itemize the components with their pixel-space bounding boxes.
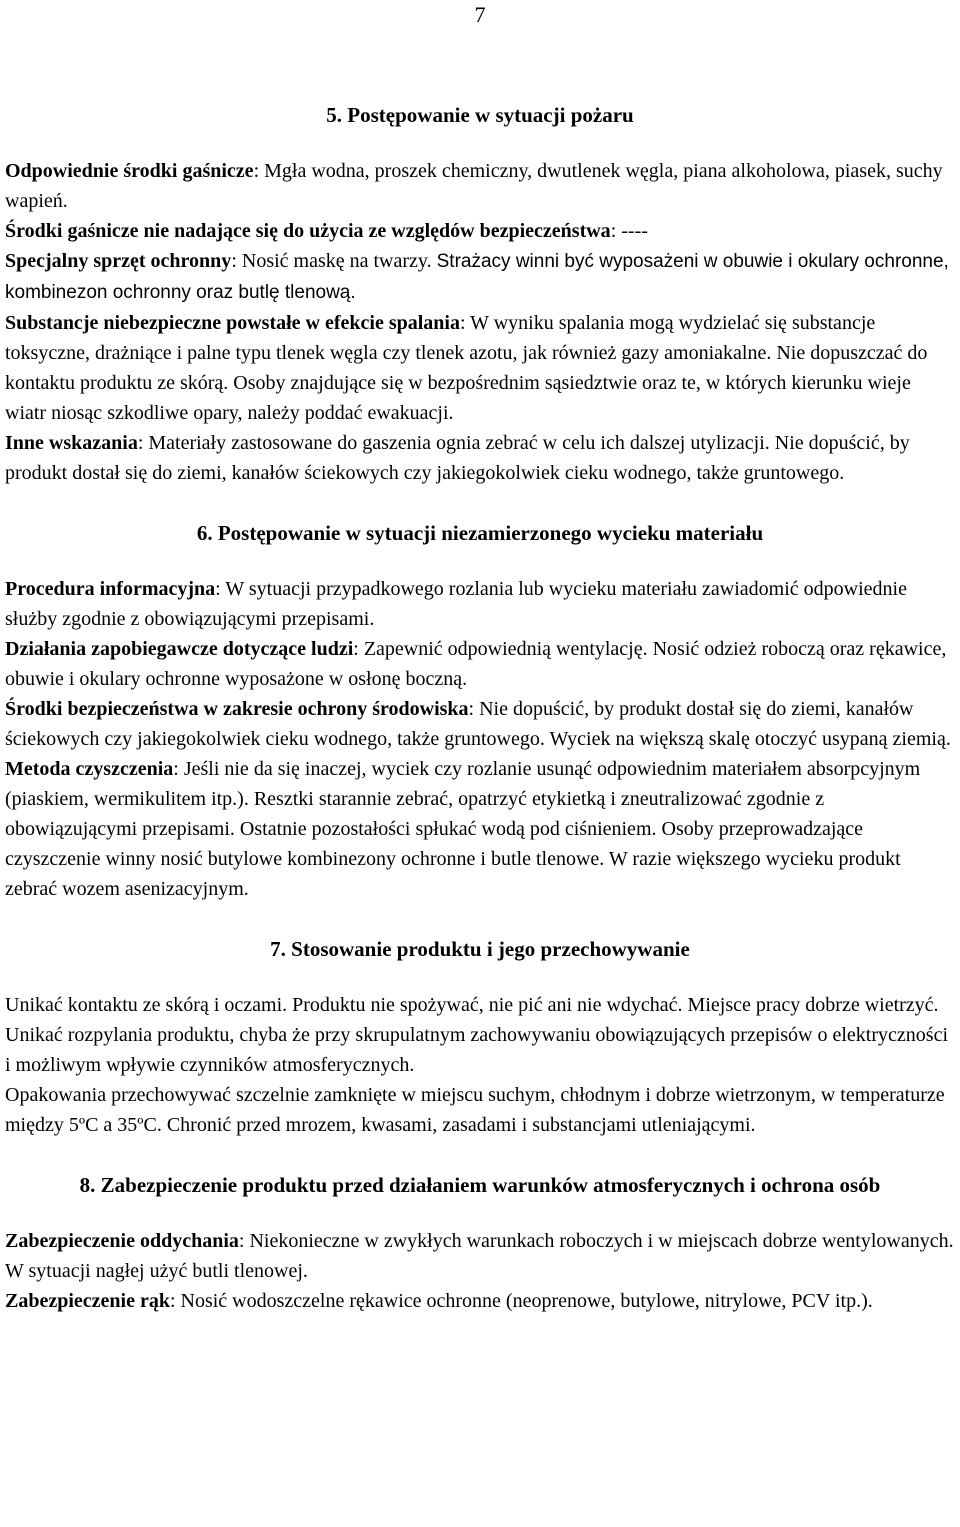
- section-6-p3-text: : Nie dopuścić, by produkt dostał się do ziemi, kanałów ściekowych czy jakiegokolwiek cieku wodnego, także gruntowego. Wyciek na większą skalę otoczyć usypaną ziemią.: [5, 698, 951, 750]
- document-content: [5, 100, 955, 1316]
- section-5-p3-sans-text: Strażacy winni być wyposażeni w obuwie i okulary ochronne, kombinezon ochronny oraz butlę tlenową.: [5, 251, 949, 303]
- section-5-p1-label: Odpowiednie środki gaśnicze: [5, 160, 254, 182]
- section-5-heading: 5. Postępowanie w sytuacji pożaru: [326, 103, 634, 127]
- section-5-hazardous-combustion: [5, 308, 955, 428]
- section-6-p1-text: : W sytuacji przypadkowego rozlania lub wycieku materiału zawiadomić odpowiednie służby zgodnie z obowiązującymi przepisami.: [5, 578, 907, 630]
- section-8-p1-text: : Niekonieczne w zwykłych warunkach roboczych i w miejscach dobrze wentylowanych. W sytuacji nagłej użyć butli tlenowej.: [5, 1230, 954, 1282]
- section-6-cleaning-method: [5, 754, 955, 904]
- section-8-p2-label: Zabezpieczenie rąk: [5, 1290, 170, 1312]
- section-8-p1-label: Zabezpieczenie oddychania: [5, 1230, 239, 1252]
- section-7-handling: Unikać kontaktu ze skórą i oczami. Produktu nie spożywać, nie pić ani nie wdychać. Miejsce pracy dobrze wietrzyć. Unikać rozpylania produktu, chyba że przy skrupulatnym zachowywaniu obowiązujących przepisów o elektryczności i możliwym wpływie czynników atmosferycznych.: [5, 994, 948, 1076]
- section-6-p3-label: Środki bezpieczeństwa w zakresie ochrony środowiska: [5, 698, 469, 720]
- section-5-extinguishing-media: [5, 156, 955, 216]
- section-5-p2-text: : ----: [610, 220, 648, 242]
- section-6-p2-text: : Zapewnić odpowiednią wentylację. Nosić odzież roboczą oraz rękawice, obuwie i okulary ochronne wyposażone w osłonę boczną.: [5, 638, 947, 690]
- section-5-unsuitable-media: [5, 216, 955, 246]
- section-5-p5-text: : Materiały zastosowane do gaszenia ognia zebrać w celu ich dalszej utylizacji. Nie dopuścić, by produkt dostał się do ziemi, kanałów ściekowych czy jakiegokolwiek cieku wodnego, także gruntowego.: [5, 432, 910, 484]
- page-number: 7: [474, 2, 486, 27]
- section-5-p3-text: : Nosić maskę na twarzy.: [231, 250, 437, 272]
- section-7-heading: 7. Stosowanie produktu i jego przechowywanie: [270, 937, 690, 961]
- section-6-heading: 6. Postępowanie w sytuacji niezamierzonego wycieku materiału: [196, 521, 764, 545]
- section-8-hand-protection: [5, 1286, 955, 1316]
- section-8-p2-text: : Nosić wodoszczelne rękawice ochronne (neoprenowe, butylowe, nitrylowe, PCV itp.).: [169, 1290, 873, 1312]
- section-6-information-procedure: [5, 574, 955, 634]
- section-8-heading: 8. Zabezpieczenie produktu przed działaniem warunków atmosferycznych i ochrona osób: [79, 1173, 881, 1197]
- section-5-p4-label: Substancje niebezpieczne powstałe w efekcie spalania: [5, 312, 460, 334]
- section-5-p2-label: Środki gaśnicze nie nadające się do użycia ze względów bezpieczeństwa: [5, 220, 611, 242]
- section-6-p2-label: Działania zapobiegawcze dotyczące ludzi: [5, 638, 354, 660]
- section-6-environmental-precautions: [5, 694, 955, 754]
- section-5-p5-label: Inne wskazania: [5, 432, 138, 454]
- section-6-p1-label: Procedura informacyjna: [5, 578, 216, 600]
- section-6-personal-precautions: [5, 634, 955, 694]
- section-7-storage: Opakowania przechowywać szczelnie zamknięte w miejscu suchym, chłodnym i dobrze wietrzonym, w temperaturze między 5ºC a 35ºC. Chronić przed mrozem, kwasami, zasadami i substancjami utleniającymi.: [5, 1084, 945, 1136]
- section-5-p1-text: : Mgła wodna, proszek chemiczny, dwutlenek węgla, piana alkoholowa, piasek, suchy wapień.: [5, 160, 943, 212]
- section-6-p4-text: : Jeśli nie da się inaczej, wyciek czy rozlanie usunąć odpowiednim materiałem absorpcyjnym (piaskiem, wermikulitem itp.). Resztki starannie zebrać, opatrzyć etykietką i zneutralizować zgodnie z obowiązującymi przepisami. Ostatnie pozostałości spłukać wodą pod ciśnieniem. Osoby przeprowadzające czyszczenie winny nosić butylowe kombinezony ochronne i butle tlenowe. W razie większego wycieku produkt zebrać wozem asenizacyjnym.: [5, 758, 921, 900]
- section-5-other-info: [5, 428, 955, 488]
- section-5-p3-label: Specjalny sprzęt ochronny: [5, 250, 232, 272]
- section-8-respiratory-protection: [5, 1226, 955, 1286]
- section-5-p4-text: : W wyniku spalania mogą wydzielać się substancje toksyczne, drażniące i palne typu tlenek węgla czy tlenek azotu, jak również gazy amoniakalne. Nie dopuszczać do kontaktu produktu ze skórą. Osoby znajdujące się w bezpośrednim sąsiedztwie oraz te, w których kierunku wieje wiatr niosąc szkodliwe opary, należy poddać ewakuacji.: [5, 312, 928, 424]
- section-6-p4-label: Metoda czyszczenia: [5, 758, 174, 780]
- section-5-protective-equipment: [5, 246, 955, 308]
